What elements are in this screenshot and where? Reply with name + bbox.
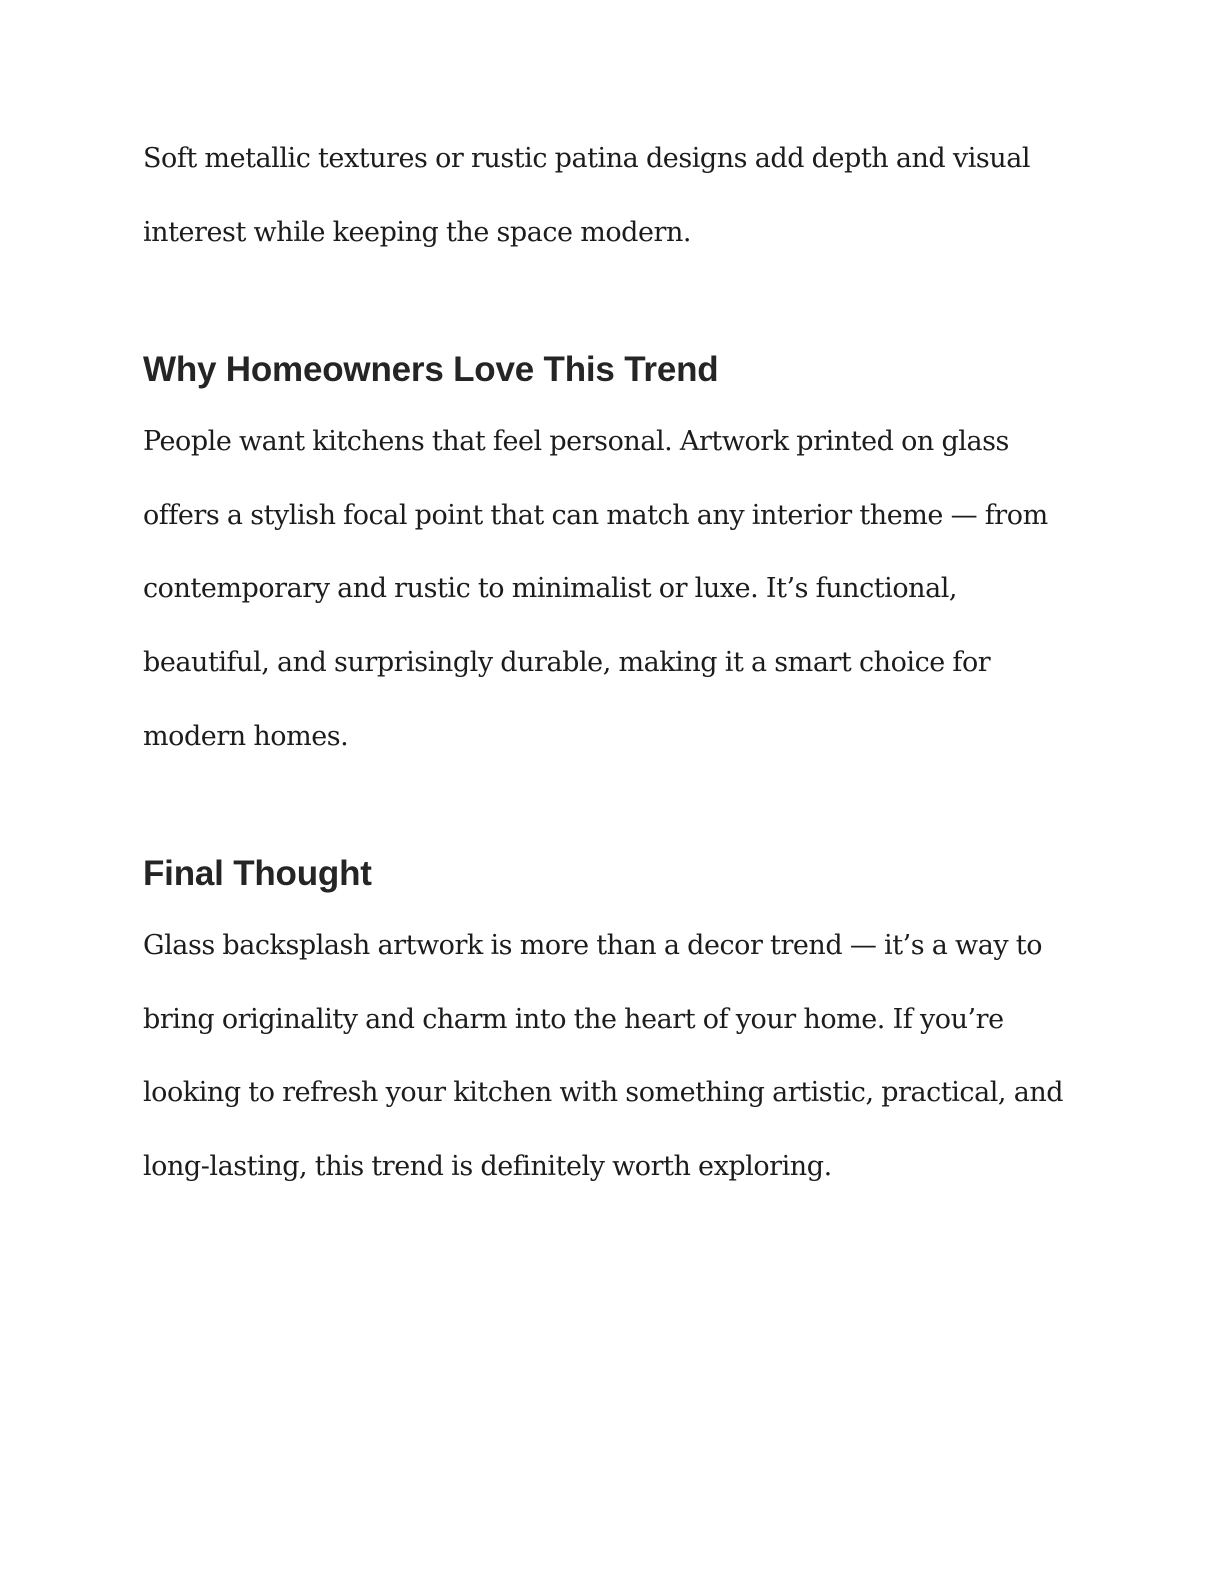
paragraph-line: offers a stylish focal point that can match any interior theme — from [143, 499, 1048, 531]
paragraph-line: bring originality and charm into the heart of your home. If you’re [143, 1003, 1004, 1035]
paragraph-line: long-lasting, this trend is definitely worth exploring. [143, 1150, 832, 1182]
paragraph-line: Glass backsplash artwork is more than a decor trend — it’s a way to [143, 930, 1043, 962]
document-body [143, 122, 1063, 1204]
section-paragraph-why-homeowners [143, 405, 1063, 773]
intro-paragraph [143, 122, 1063, 269]
paragraph-line: looking to refresh your kitchen with something artistic, practical, and [143, 1077, 1064, 1109]
paragraph-line: modern homes. [143, 720, 349, 752]
paragraph-line: beautiful, and surprisingly durable, making it a smart choice for [143, 646, 991, 678]
paragraph-line: Soft metallic textures or rustic patina designs add depth and visual [143, 143, 1031, 174]
section-heading-final-thought: Final Thought [143, 854, 372, 894]
section-paragraph-final-thought [143, 909, 1063, 1203]
section-heading-why-homeowners: Why Homeowners Love This Trend [143, 350, 719, 390]
paragraph-line: interest while keeping the space modern. [143, 216, 692, 248]
paragraph-line: People want kitchens that feel personal. Artwork printed on glass [143, 426, 1009, 458]
paragraph-line: contemporary and rustic to minimalist or luxe. It’s functional, [143, 573, 958, 605]
